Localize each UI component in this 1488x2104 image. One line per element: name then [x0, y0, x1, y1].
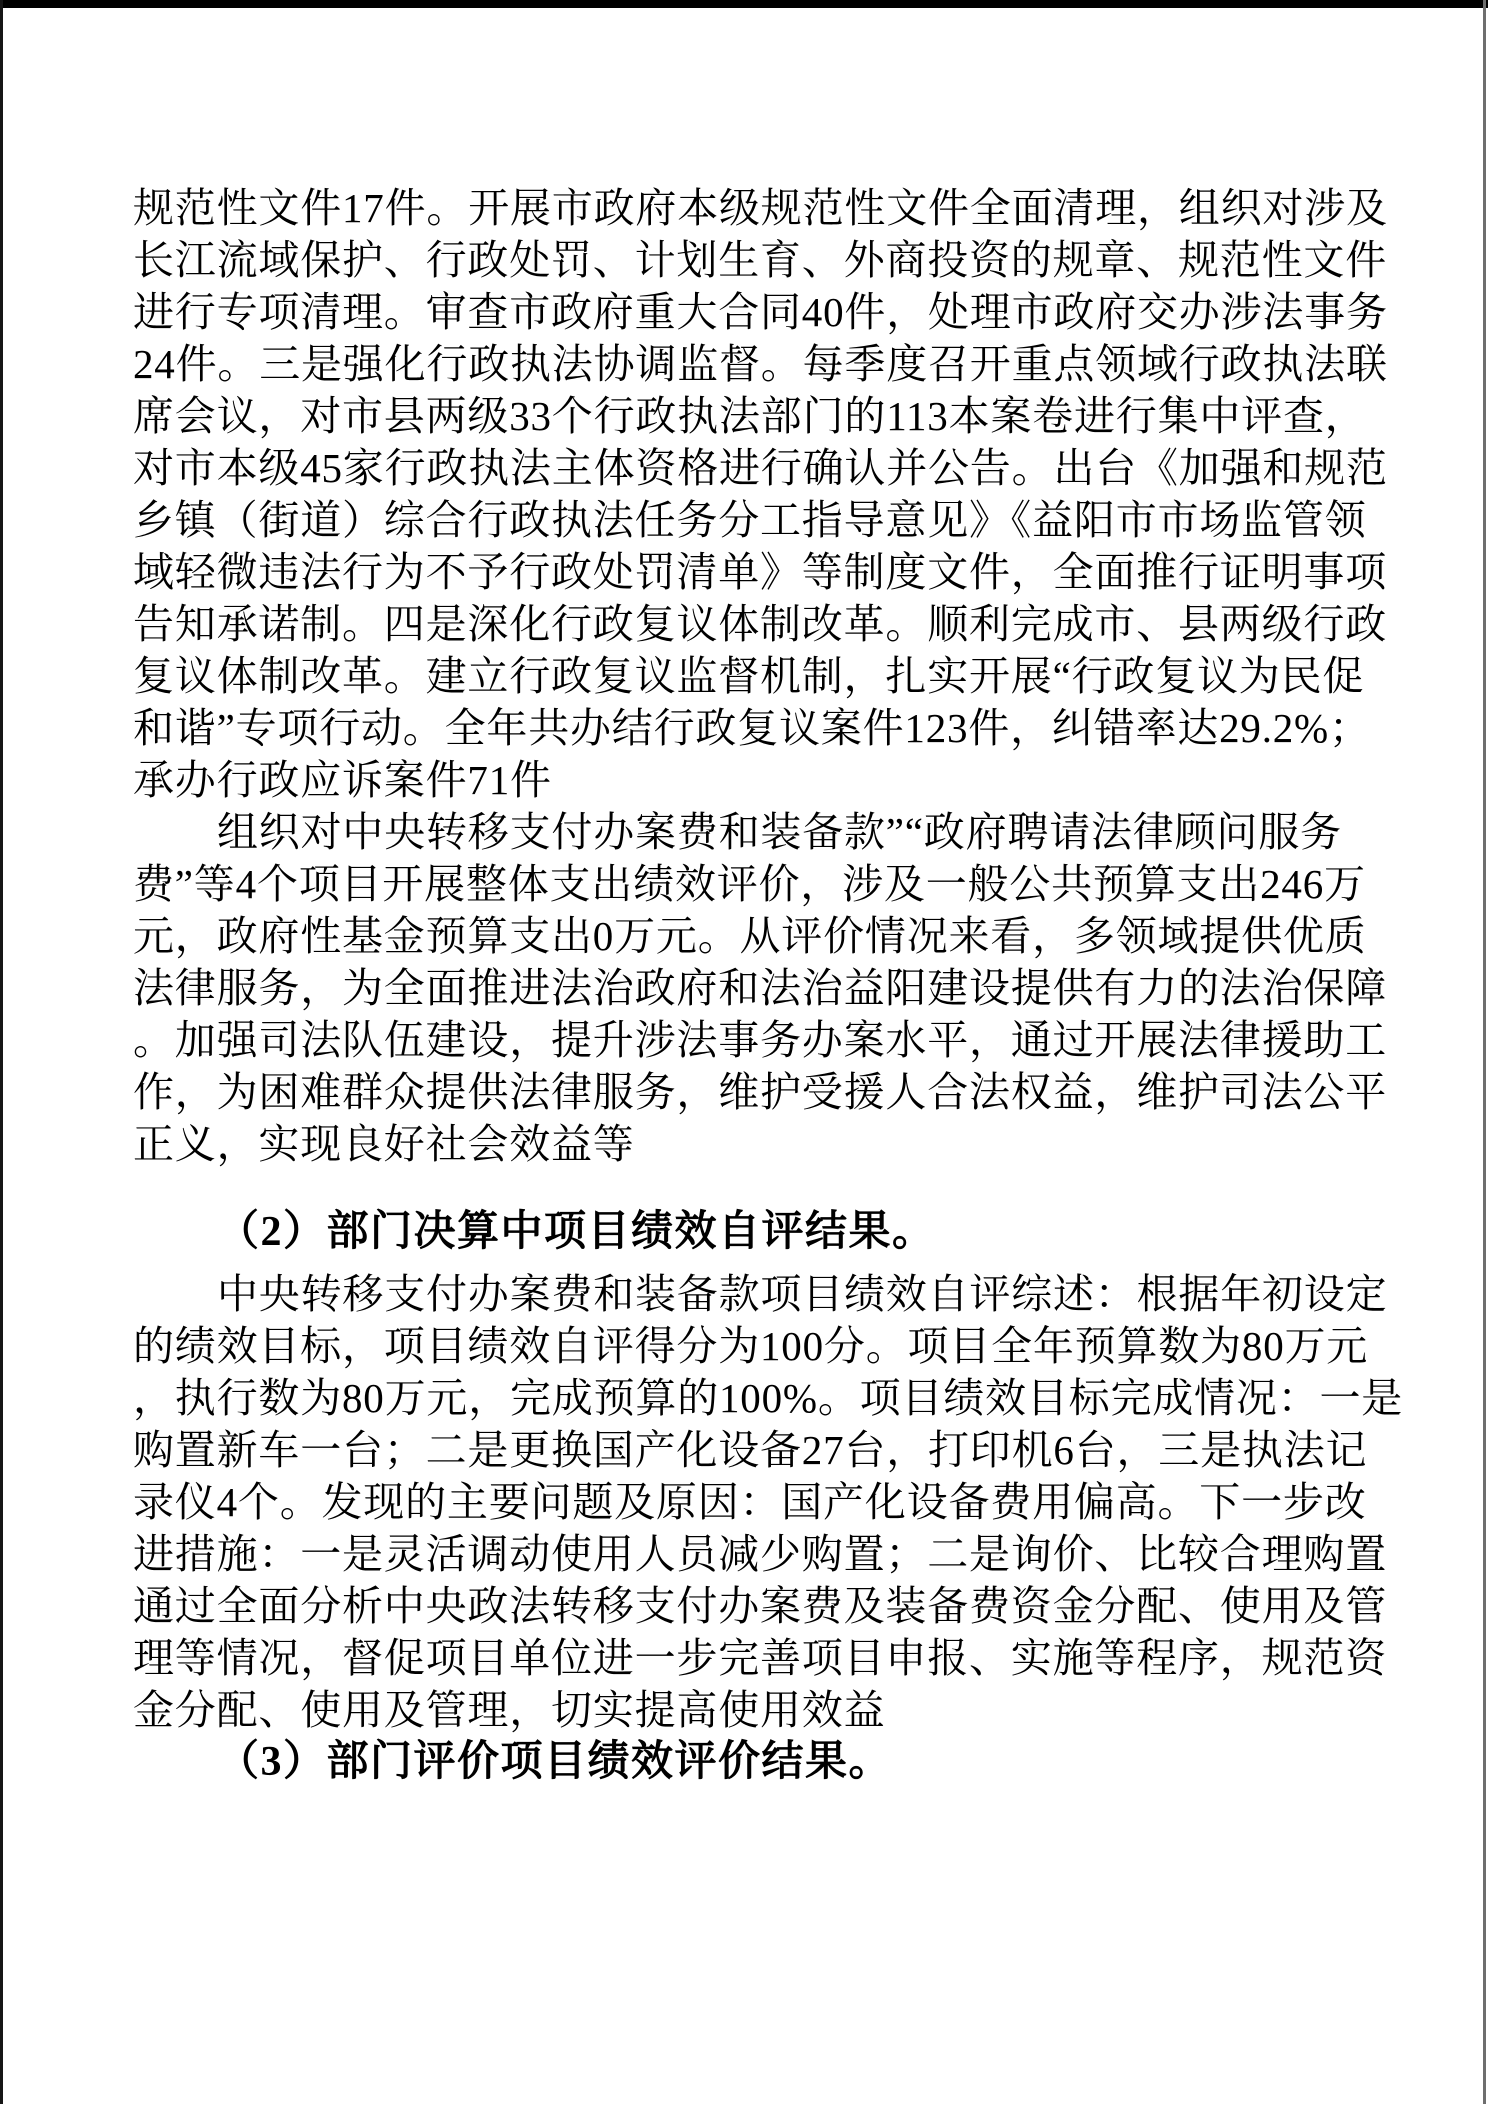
text-line: 理等情况，督促项目单位进一步完善项目申报、实施等程序，规范资	[133, 1635, 1387, 1681]
text-line: 承办行政应诉案件71件	[133, 757, 552, 803]
scan-edge-top-bar	[0, 0, 1488, 8]
text-line: 。加强司法队伍建设，提升涉法事务办案水平，通过开展法律援助工	[133, 1017, 1387, 1063]
text-line: 正义，实现良好社会效益等	[133, 1121, 635, 1167]
text-line: 作，为困难群众提供法律服务，维护受援人合法权益，维护司法公平	[133, 1069, 1387, 1115]
text-line: 通过全面分析中央政法转移支付办案费及装备费资金分配、使用及管	[133, 1583, 1387, 1629]
text-line: 元，政府性基金预算支出0万元。从评价情况来看，多领域提供优质	[133, 913, 1367, 959]
section-heading: （2）部门决算中项目绩效自评结果。	[217, 1209, 936, 1255]
text-line: 进措施：一是灵活调动使用人员减少购置；二是询价、比较合理购置	[133, 1531, 1387, 1577]
text-line: 组织对中央转移支付办案费和装备款”“政府聘请法律顾问服务	[217, 809, 1342, 855]
paragraph	[133, 806, 1403, 1170]
text-line: ，执行数为80万元，完成预算的100%。项目绩效目标完成情况：一是	[133, 1375, 1404, 1421]
text-line: 域轻微违法行为不予行政处罚清单》等制度文件，全面推行证明事项	[133, 549, 1387, 595]
text-line: 中央转移支付办案费和装备款项目绩效自评综述：根据年初设定	[217, 1271, 1388, 1317]
text-line: 告知承诺制。四是深化行政复议体制改革。顺利完成市、县两级行政	[133, 601, 1387, 647]
text-line: 长江流域保护、行政处罚、计划生育、外商投资的规章、规范性文件	[133, 237, 1387, 283]
scan-edge-left-line	[0, 0, 3, 2104]
text-line: 费”等4个项目开展整体支出绩效评价，涉及一般公共预算支出246万	[133, 861, 1366, 907]
text-line: 复议体制改革。建立行政复议监督机制，扎实开展“行政复议为民促	[133, 653, 1365, 699]
text-line: 金分配、使用及管理，切实提高使用效益	[133, 1687, 886, 1733]
scan-edge-right-line	[1483, 0, 1486, 2104]
paragraph	[133, 1268, 1403, 1736]
text-line: 进行专项清理。审查市政府重大合同40件，处理市政府交办涉法事务	[133, 289, 1388, 335]
text-line: 对市本级45家行政执法主体资格进行确认并公告。出台《加强和规范	[133, 445, 1388, 491]
text-line: 乡镇（街道）综合行政执法任务分工指导意见》《益阳市市场监管领	[133, 497, 1367, 543]
text-line: 席会议，对市县两级33个行政执法部门的113本案卷进行集中评查，	[133, 393, 1367, 439]
paragraph	[133, 182, 1403, 806]
text-line: 录仪4个。发现的主要问题及原因：国产化设备费用偏高。下一步改	[133, 1479, 1367, 1525]
text-line: 24件。三是强化行政执法协调监督。每季度召开重点领域行政执法联	[133, 341, 1388, 387]
text-line: 和谐”专项行动。全年共办结行政复议案件123件，纠错率达29.2%；	[133, 705, 1371, 751]
text-line: 购置新车一台；二是更换国产化设备27台，打印机6台，三是执法记	[133, 1427, 1368, 1473]
text-line: 法律服务，为全面推进法治政府和法治益阳建设提供有力的法治保障	[133, 965, 1387, 1011]
document-text	[133, 182, 1403, 1788]
text-line: 规范性文件17件。开展市政府本级规范性文件全面清理，组织对涉及	[133, 185, 1388, 231]
section-heading: （3）部门评价项目绩效评价结果。	[217, 1739, 893, 1785]
text-line: 的绩效目标，项目绩效自评得分为100分。项目全年预算数为80万元	[133, 1323, 1369, 1369]
